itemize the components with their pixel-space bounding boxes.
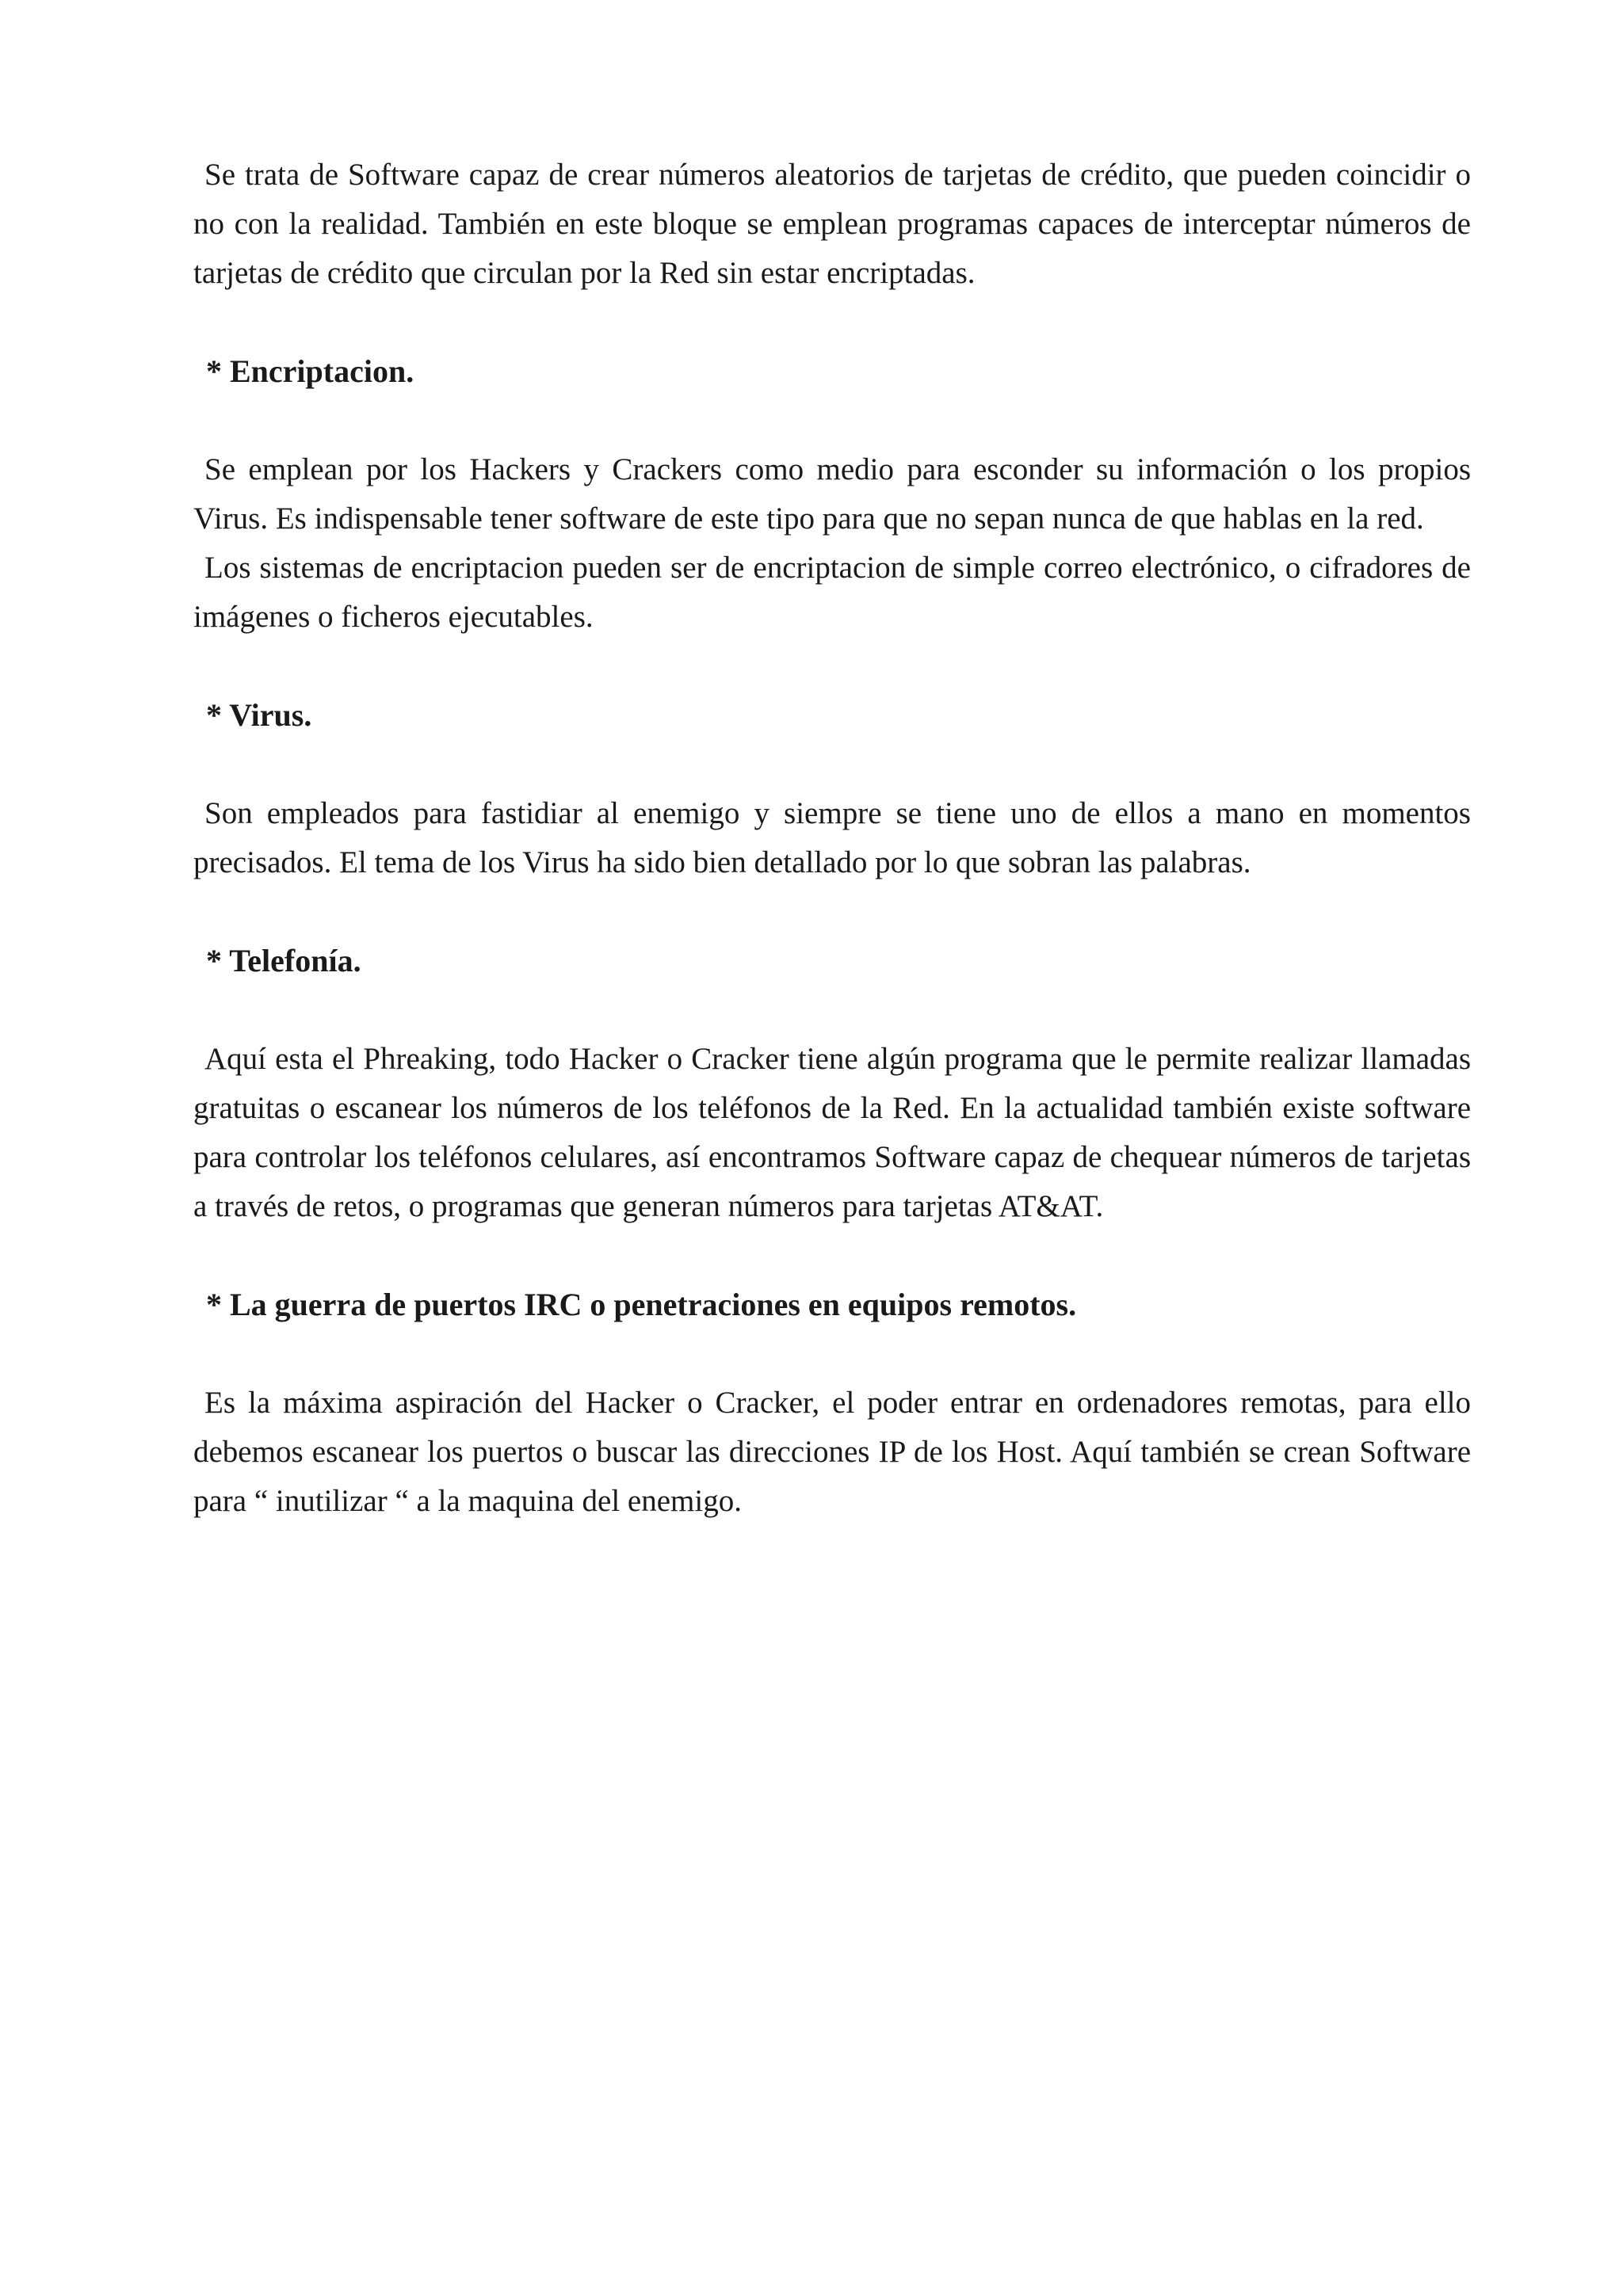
spacer — [193, 740, 1471, 789]
spacer — [193, 1329, 1471, 1379]
paragraph-guerra-puertos: Es la máxima aspiración del Hacker o Cracker, el poder entrar en ordenadores remotas, para ello debemos escanear los puertos o buscar las direcciones IP de los Host. Aquí también se crean Software para “ inutilizar “ a la maquina del enemigo. — [193, 1386, 1471, 1518]
encriptacion-section — [193, 445, 1471, 642]
heading-telefonia: * Telefonía. — [206, 943, 361, 978]
spacer — [193, 396, 1471, 445]
spacer — [193, 298, 1471, 347]
paragraph-virus: Son empleados para fastidiar al enemigo y siempre se tiene uno de ellos a mano en momentos precisados. El tema de los Virus ha sido bien detallado por lo que sobran las palabras. — [193, 796, 1471, 879]
paragraph-credit-card-software: Se trata de Software capaz de crear números aleatorios de tarjetas de crédito, que pueden coincidir o no con la realidad. También en este bloque se emplean programas capaces de interceptar números de tarjetas de crédito que circulan por la Red sin estar encriptadas. — [193, 158, 1471, 290]
spacer — [193, 1231, 1471, 1280]
paragraph-telefonia: Aquí esta el Phreaking, todo Hacker o Cracker tiene algún programa que le permite realizar llamadas gratuitas o escanear los números de los teléfonos de la Red. En la actualidad también existe software para controlar los teléfonos celulares, así encontramos Software capaz de chequear números de tarjetas a través de retos, o programas que generan números para tarjetas AT&AT. — [193, 1042, 1471, 1223]
heading-encriptacion: * Encriptacion. — [206, 353, 414, 389]
paragraph-encriptacion-purpose: Se emplean por los Hackers y Crackers como medio para esconder su información o los propios Virus. Es indispensable tener software de este tipo para que no sepan nunca de que hablas en la red. — [193, 452, 1471, 536]
spacer — [193, 642, 1471, 691]
spacer — [193, 887, 1471, 936]
document-body — [193, 151, 1471, 1526]
heading-guerra-puertos: * La guerra de puertos IRC o penetraciones en equipos remotos. — [206, 1287, 1077, 1322]
paragraph-encriptacion-systems: Los sistemas de encriptacion pueden ser de encriptacion de simple correo electrónico, o cifradores de imágenes o ficheros ejecutables. — [193, 551, 1471, 634]
heading-virus: * Virus. — [206, 697, 312, 733]
spacer — [193, 986, 1471, 1035]
